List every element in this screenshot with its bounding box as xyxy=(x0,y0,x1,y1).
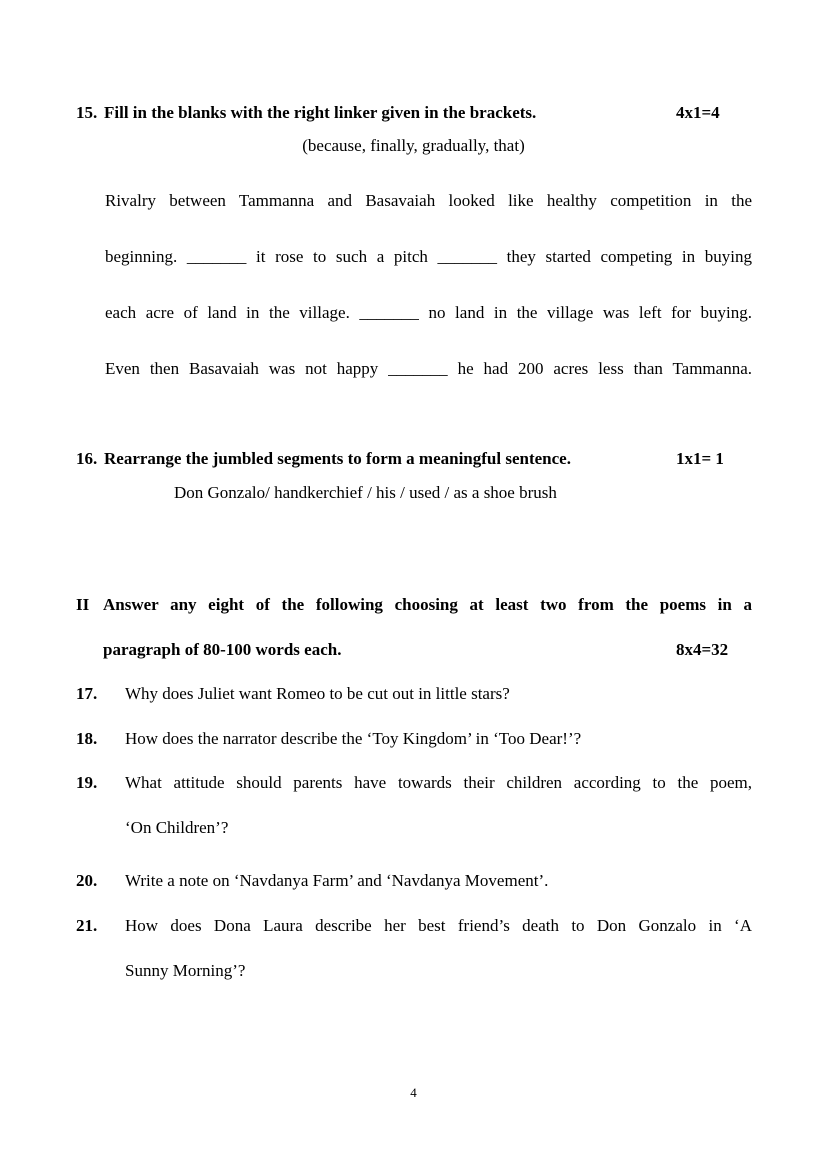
question-19-text-line-1: What attitude should parents have towards their children according to the poem, xyxy=(125,773,752,792)
question-15-line-1: Rivalry between Tammanna and Basavaiah looked like healthy competition in the xyxy=(105,191,752,210)
section-2-number: II xyxy=(76,595,90,614)
question-19-text-line-2: ‘On Children’? xyxy=(125,818,229,837)
section-2-instruction-line-1: Answer any eight of the following choosing at least two from the poems in a xyxy=(103,595,752,614)
question-19-number: 19. xyxy=(76,773,98,792)
question-15-marks: 4x1=4 xyxy=(676,103,720,122)
question-16-number: 16. xyxy=(76,449,98,468)
question-15-line-3: each acre of land in the village. _______ no land in the village was left for buying. xyxy=(105,303,752,322)
question-18-text: How does the narrator describe the ‘Toy Kingdom’ in ‘Too Dear!’? xyxy=(125,729,582,748)
question-15-options: (because, finally, gradually, that) xyxy=(302,136,525,155)
section-2-marks: 8x4=32 xyxy=(676,640,729,659)
question-15-instruction: Fill in the blanks with the right linker given in the brackets. xyxy=(104,103,537,122)
question-17-text: Why does Juliet want Romeo to be cut out in little stars? xyxy=(125,684,510,703)
question-17-number: 17. xyxy=(76,684,98,703)
question-16-marks: 1x1= 1 xyxy=(676,449,724,468)
question-18-number: 18. xyxy=(76,729,98,748)
question-15-line-4: Even then Basavaiah was not happy _______ he had 200 acres less than Tammanna. xyxy=(105,359,752,378)
question-21-text-line-2: Sunny Morning’? xyxy=(125,961,246,980)
question-15-number: 15. xyxy=(76,103,98,122)
question-21-text-line-1: How does Dona Laura describe her best friend’s death to Don Gonzalo in ‘A xyxy=(125,916,752,935)
section-2-instruction-line-2: paragraph of 80-100 words each. xyxy=(103,640,342,659)
question-21-number: 21. xyxy=(76,916,98,935)
page-number: 4 xyxy=(410,1085,417,1100)
question-16-instruction: Rearrange the jumbled segments to form a meaningful sentence. xyxy=(104,449,571,468)
question-20-text: Write a note on ‘Navdanya Farm’ and ‘Navdanya Movement’. xyxy=(125,871,549,890)
question-15-line-2: beginning. _______ it rose to such a pitch _______ they started competing in buying xyxy=(105,247,752,266)
question-20-number: 20. xyxy=(76,871,98,890)
question-16-segments: Don Gonzalo/ handkerchief / his / used / as a shoe brush xyxy=(174,483,557,502)
